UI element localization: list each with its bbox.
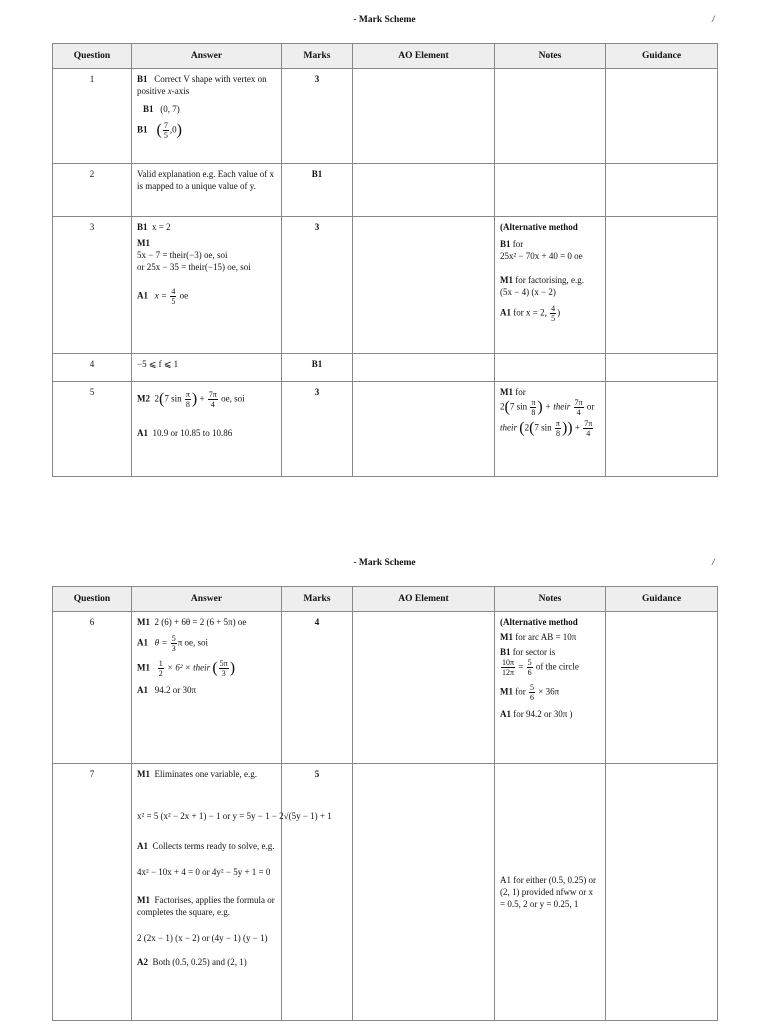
answer-text: 2 xyxy=(154,393,159,404)
answer-cell xyxy=(132,354,282,382)
question-number: 3 xyxy=(53,217,132,354)
frac-den: 5 xyxy=(551,314,556,323)
frac-num: 7π xyxy=(208,390,217,399)
table-row xyxy=(53,382,718,477)
answer-text: + xyxy=(197,393,207,404)
answer-cell xyxy=(132,764,332,1021)
mark-code: B1 xyxy=(500,239,511,249)
answer-text: Collects terms ready to solve, e.g. xyxy=(152,841,275,851)
marks-cell: 3 xyxy=(282,217,353,354)
col-answer: Answer xyxy=(132,587,282,612)
table-row xyxy=(53,164,718,217)
ao-cell xyxy=(353,217,495,354)
answer-cell xyxy=(132,164,282,217)
answer-text: 5x − 7 = their(−3) oe, soi xyxy=(137,250,228,260)
page-header: - Mark Scheme xyxy=(353,15,416,25)
notes-cell: M1 for 2(7 sin $\frac{\pi}{8}$ ) + their $\frac{7\pi}{4}$ or their (2(7 sin $\frac{\pi}{8}$ )) + $\frac{7\pi}{4}$ xyxy=(495,382,606,477)
marks-cell: B1 xyxy=(282,354,353,382)
frac-num: 4 xyxy=(551,304,556,313)
page-header: - Mark Scheme xyxy=(353,558,416,568)
answer-text: ,0 xyxy=(169,124,177,135)
answer-text: or 25x − 35 = their(−15) oe, soi xyxy=(137,262,251,272)
col-question: Question xyxy=(53,44,132,69)
notes-cell xyxy=(495,69,606,164)
col-guidance: Guidance xyxy=(606,44,718,69)
notes-cell xyxy=(495,354,606,382)
notes-title: (Alternative method xyxy=(500,617,578,627)
frac-den: 3 xyxy=(221,669,226,678)
notes-text: their xyxy=(500,422,520,433)
ao-cell xyxy=(353,382,495,477)
ao-cell xyxy=(353,612,495,764)
answer-equation: 4x² − 10x + 4 = 0 or 4y² − 5y + 1 = 0 xyxy=(137,867,271,877)
answer-var: x xyxy=(167,86,172,96)
mark-code: M1 xyxy=(137,662,150,673)
frac-num: 5 xyxy=(527,658,532,667)
mark-code: M1 xyxy=(137,895,150,905)
answer-text: oe, soi xyxy=(218,393,245,404)
ao-cell xyxy=(353,69,495,164)
marks-cell: 5 xyxy=(282,764,353,1021)
mark-code: M1 xyxy=(137,617,150,627)
frac-den: 8 xyxy=(185,400,190,409)
marks-cell: B1 xyxy=(282,164,353,217)
frac-den: 6 xyxy=(527,668,532,677)
notes-text: (5x − 4) (x − 2) xyxy=(500,287,556,297)
notes-cell xyxy=(495,612,606,764)
answer-text: Correct V shape with vertex on positive xyxy=(137,74,267,96)
guidance-cell xyxy=(606,217,718,354)
page-mark: / xyxy=(712,558,715,568)
table-row xyxy=(53,69,718,164)
guidance-cell xyxy=(606,164,718,217)
mark-code: B1 xyxy=(500,647,511,657)
answer-cell: M1 2 (6) + 6θ = 2 (6 + 5π) oe A1 θ = $\frac{5}{3}$ π oe, soi M1 $\frac{1}{2}$ × 6² × their ( $\frac{5\pi}{3}$ ) A1 94.2 or 30π xyxy=(132,612,282,764)
answer-text: Eliminates one variable, e.g. xyxy=(154,769,257,779)
mark-code: B1 xyxy=(137,74,148,84)
answer-equation: 2 (2x − 1) (x − 2) or (4y − 1) (y − 1) xyxy=(137,933,268,943)
mark-code: M1 xyxy=(500,387,513,397)
notes-text: for xyxy=(513,686,528,697)
marks-cell: 3 xyxy=(282,382,353,477)
table-header-row xyxy=(53,44,718,69)
frac-num: 5π xyxy=(219,659,228,668)
mark-scheme-table xyxy=(52,43,718,477)
table-row xyxy=(53,217,718,354)
col-question: Question xyxy=(53,587,132,612)
mark-code: B1 xyxy=(143,104,154,114)
ao-cell xyxy=(353,354,495,382)
question-number: 6 xyxy=(53,612,132,764)
answer-text: π oe, soi xyxy=(177,637,209,648)
answer-text: 94.2 or 30π xyxy=(154,685,197,695)
table-row xyxy=(53,764,718,1021)
guidance-cell xyxy=(606,382,718,477)
mark-code: M1 xyxy=(500,632,513,642)
notes-text: = xyxy=(516,661,526,672)
notes-text: + xyxy=(572,422,583,433)
frac-den: 8 xyxy=(555,429,560,438)
notes-text: 7 sin xyxy=(534,422,554,433)
mark-code: A1 xyxy=(500,709,511,719)
mark-code: M1 xyxy=(137,769,150,779)
question-number: 2 xyxy=(53,164,132,217)
col-marks: Marks xyxy=(282,587,353,612)
table-row xyxy=(53,354,718,382)
mark-code: M1 xyxy=(500,686,513,697)
answer-cell: M2 2(7 sin $\frac{\pi}{8}$ ) + $\frac{7\pi}{4}$ oe, soi A1 10.9 or 10.85 to 10.86 xyxy=(132,382,282,477)
notes-text: 2 xyxy=(524,422,530,433)
notes-text: ) xyxy=(557,307,561,318)
table-row xyxy=(53,612,718,764)
answer-equation: x² = 5 (x² − 2x + 1) − 1 or y = 5y − 1 − 2√(5y − 1) + 1 xyxy=(137,811,332,821)
answer-text: x = xyxy=(154,290,170,301)
frac-den: 5 xyxy=(171,297,176,306)
answer-text: Both (0.5, 0.25) and (2, 1) xyxy=(152,957,247,967)
notes-text: 25x² − 70x + 40 = 0 oe xyxy=(500,251,583,261)
answer-cell: B1 Correct V shape with vertex on positive x-axis B1 (0, 7) B1 ( $\frac{7}{5}$ ,0) xyxy=(132,69,282,164)
notes-text: A1 for either (0.5, 0.25) or (2, 1) provided nfww or x = 0.5, 2 or y = 0.25, 1 xyxy=(500,875,596,909)
col-notes: Notes xyxy=(495,44,606,69)
mark-code: B1 xyxy=(137,124,148,135)
ao-cell xyxy=(353,164,495,217)
frac-num: 7 xyxy=(163,121,168,130)
answer-text: θ = xyxy=(154,637,170,648)
frac-num: π xyxy=(555,419,560,428)
marks-cell: 3 xyxy=(282,69,353,164)
notes-text: + their xyxy=(542,401,573,412)
notes-text: for xyxy=(513,387,526,397)
notes-cell xyxy=(495,164,606,217)
answer-text: 7 sin xyxy=(164,393,184,404)
notes-text: of the circle xyxy=(533,661,579,672)
answer-text: x = 2 xyxy=(152,222,171,232)
notes-text: 7 sin xyxy=(509,401,530,412)
notes-text: for sector is xyxy=(510,647,556,657)
frac-num: 1 xyxy=(158,659,163,668)
answer-text: Valid explanation e.g. Each value of x is mapped to a unique value of y. xyxy=(137,169,274,191)
page-mark: / xyxy=(712,15,715,25)
notes-text: for xyxy=(510,239,524,249)
frac-num: 5 xyxy=(530,683,534,692)
answer-text: -axis xyxy=(171,86,190,96)
frac-num: 5 xyxy=(171,634,176,643)
answer-text: −5 ⩽ f ⩽ 1 xyxy=(137,359,179,369)
frac-den: 2 xyxy=(158,669,163,678)
frac-num: 7π xyxy=(584,419,593,428)
notes-text: for x = 2, xyxy=(511,307,550,318)
notes-text: for factorising, e.g. xyxy=(513,275,584,285)
notes-text: × 36π xyxy=(536,686,560,697)
notes-text: for 94.2 or 30π ) xyxy=(511,709,573,719)
col-marks: Marks xyxy=(282,44,353,69)
col-guidance: Guidance xyxy=(606,587,718,612)
notes-text: 2 xyxy=(500,401,505,412)
col-notes: Notes xyxy=(495,587,606,612)
frac-num: π xyxy=(185,390,190,399)
mark-scheme-table xyxy=(52,586,718,1021)
mark-code: A1 xyxy=(137,685,148,695)
mark-code: A2 xyxy=(137,957,148,967)
guidance-cell xyxy=(606,764,718,1021)
col-ao-element: AO Element xyxy=(353,587,495,612)
frac-den: 8 xyxy=(531,408,536,417)
frac-den: 6 xyxy=(530,693,534,702)
mark-code: B1 xyxy=(137,222,148,232)
mark-code: A1 xyxy=(137,428,148,438)
frac-num: π xyxy=(531,398,536,407)
frac-den: 4 xyxy=(586,429,591,438)
mark-code: M2 xyxy=(137,393,150,404)
answer-text: × 6² × their xyxy=(164,662,213,673)
answer-text: oe xyxy=(177,290,189,301)
mark-code: A1 xyxy=(137,290,148,301)
answer-cell xyxy=(132,217,282,354)
marks-cell: 4 xyxy=(282,612,353,764)
col-ao-element: AO Element xyxy=(353,44,495,69)
frac-num: 10π xyxy=(502,658,515,667)
frac-num: 4 xyxy=(171,287,176,296)
frac-den: 3 xyxy=(171,644,176,653)
notes-cell xyxy=(495,764,606,1021)
question-number: 1 xyxy=(53,69,132,164)
answer-text: Factorises, applies the formula or completes the square, e.g. xyxy=(137,895,275,917)
answer-text: 10.9 or 10.85 to 10.86 xyxy=(152,428,233,438)
answer-text: (0, 7) xyxy=(160,104,180,114)
guidance-cell xyxy=(606,354,718,382)
answer-text: 2 (6) + 6θ = 2 (6 + 5π) oe xyxy=(154,617,247,627)
table-header-row xyxy=(53,587,718,612)
mark-code: A1 xyxy=(500,307,511,318)
frac-den: 4 xyxy=(576,408,581,417)
mark-code: A1 xyxy=(137,637,148,648)
question-number: 4 xyxy=(53,354,132,382)
mark-code: A1 xyxy=(137,841,148,851)
frac-den: 4 xyxy=(210,400,215,409)
mark-code: M1 xyxy=(137,238,150,248)
col-answer: Answer xyxy=(132,44,282,69)
question-number: 7 xyxy=(53,764,132,1021)
notes-text: for arc AB = 10π xyxy=(513,632,577,642)
notes-title: (Alternative method xyxy=(500,222,578,232)
notes-text: or xyxy=(584,401,595,412)
question-number: 5 xyxy=(53,382,132,477)
ao-cell xyxy=(353,764,495,1021)
frac-den: 12π xyxy=(502,668,515,677)
guidance-cell xyxy=(606,69,718,164)
notes-cell xyxy=(495,217,606,354)
frac-num: 7π xyxy=(574,398,583,407)
frac-den: 5 xyxy=(163,131,168,140)
mark-code: M1 xyxy=(500,275,513,285)
guidance-cell xyxy=(606,612,718,764)
